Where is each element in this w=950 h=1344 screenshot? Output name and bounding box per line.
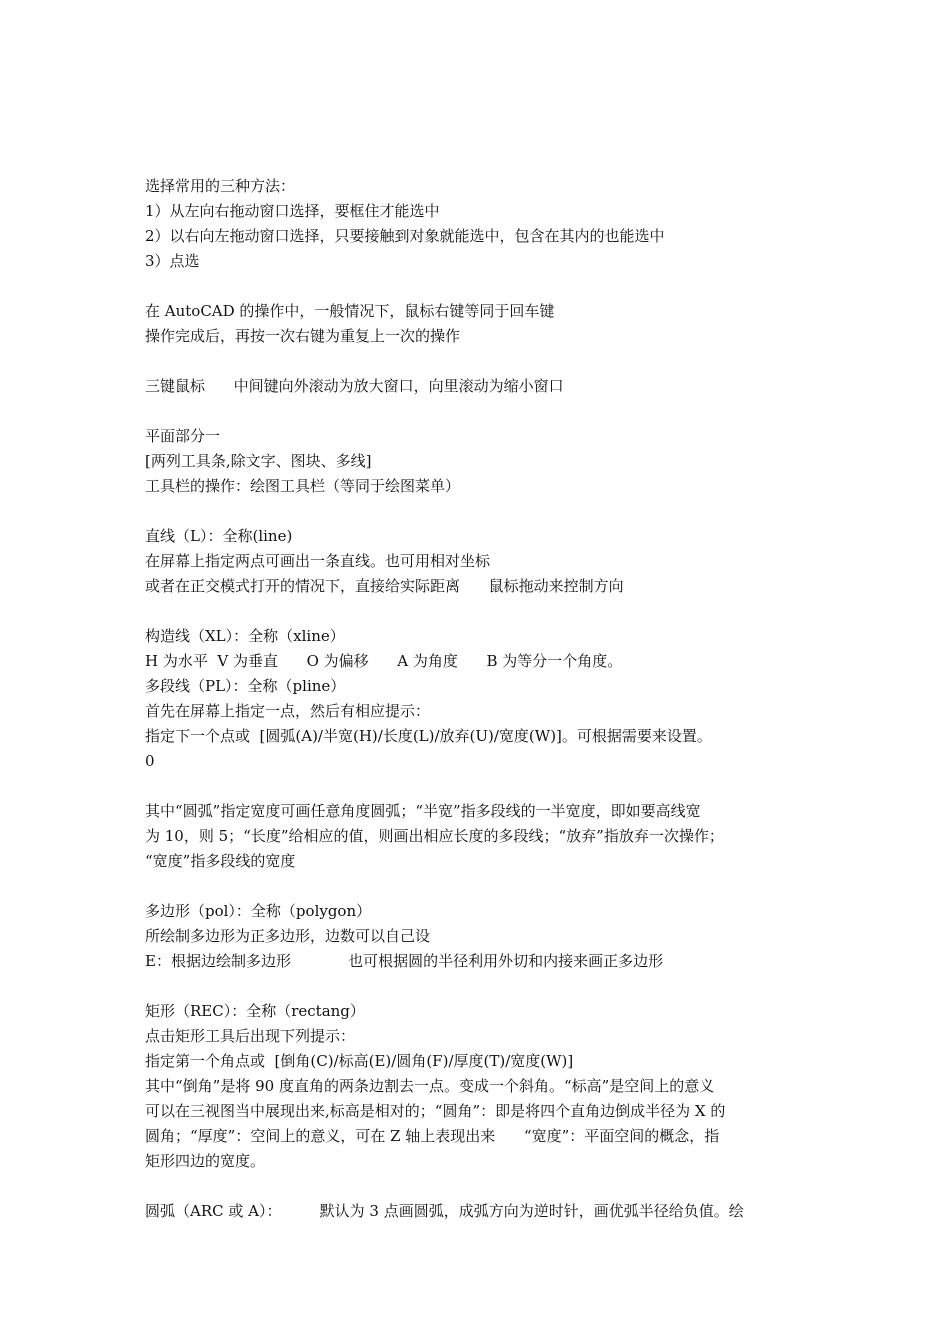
text-line: 3）点选 [145,252,200,270]
command-heading: 直线（L）：全称(line) [145,527,293,545]
command-heading: 矩形（REC）：全称（rectang） [145,1002,365,1020]
text-line: 三键鼠标 中间键向外滚动为放大窗口，向里滚动为缩小窗口 [145,377,564,395]
text-line: 矩形四边的宽度。 [145,1152,266,1170]
text-line: 指定第一个角点或 [倒角(C)/标高(E)/圆角(F)/厚度(T)/宽度(W)] [145,1052,574,1070]
blank-line [145,499,817,524]
command-heading: 构造线（XL）：全称（xline） [145,627,345,645]
blank-line [145,399,817,424]
text-line: E：根据边绘制多边形 也可根据圆的半径利用外切和内接来画正多边形 [145,952,664,970]
text-line: 其中“圆弧”指定宽度可画任意角度圆弧；“半宽”指多段线的一半宽度，即如要高线宽 [145,802,701,820]
text-line: 指定下一个点或 [圆弧(A)/半宽(H)/长度(L)/放弃(U)/宽度(W)]。可根据需要来设置。 [145,727,712,745]
text-line: 其中“倒角”是将 90 度直角的两条边割去一点。变成一个斜角。“标高”是空间上的意义 [145,1077,715,1095]
text-line: 1）从左向右拖动窗口选择，要框住才能选中 [145,202,440,220]
command-heading: 圆弧（ARC 或 A）： 默认为 3 点画圆弧，成弧方向为逆时针，画优弧半径给负值。绘 [145,1202,744,1220]
text-line: 或者在正交模式打开的情况下，直接给实际距离 鼠标拖动来控制方向 [145,577,624,595]
text-line: 所绘制多边形为正多边形，边数可以自己设 [145,927,431,945]
document-body [145,174,817,1224]
text-line: 工具栏的操作：绘图工具栏（等同于绘图菜单） [145,477,461,495]
text-line: H 为水平 V 为垂直 O 为偏移 A 为角度 B 为等分一个角度。 [145,652,623,670]
blank-line [145,774,817,799]
text-line: 2）以右向左拖动窗口选择，只要接触到对象就能选中，包含在其内的也能选中 [145,227,665,245]
text-line: 可以在三视图当中展现出来,标高是相对的；“圆角”：即是将四个直角边倒成半径为 X 的 [145,1102,726,1120]
blank-line [145,349,817,374]
text-line: 选择常用的三种方法： [145,177,296,195]
text-line: “宽度”指多段线的宽度 [145,852,296,870]
text-line: 在屏幕上指定两点可画出一条直线。也可用相对坐标 [145,552,491,570]
blank-line [145,274,817,299]
text-line: [两列工具条,除文字、图块、多线] [145,452,372,470]
text-line: 在 AutoCAD 的操作中，一般情况下，鼠标右键等同于回车键 [145,302,555,320]
text-line: 操作完成后，再按一次右键为重复上一次的操作 [145,327,461,345]
blank-line [145,874,817,899]
text-line: 圆角；“厚度”：空间上的意义，可在 Z 轴上表现出来 “宽度”：平面空间的概念，指 [145,1127,720,1145]
text-line: 点击矩形工具后出现下列提示： [145,1027,356,1045]
blank-line [145,599,817,624]
text-line: 0 [145,752,155,770]
blank-line [145,1174,817,1199]
section-heading: 平面部分一 [145,427,221,445]
blank-line [145,974,817,999]
command-heading: 多段线（PL）：全称（pline） [145,677,346,695]
command-heading: 多边形（pol）：全称（polygon） [145,902,372,920]
text-line: 为 10，则 5；“长度”给相应的值，则画出相应长度的多段线；“放弃”指放弃一次操作； [145,827,724,845]
text-line: 首先在屏幕上指定一点，然后有相应提示： [145,702,431,720]
